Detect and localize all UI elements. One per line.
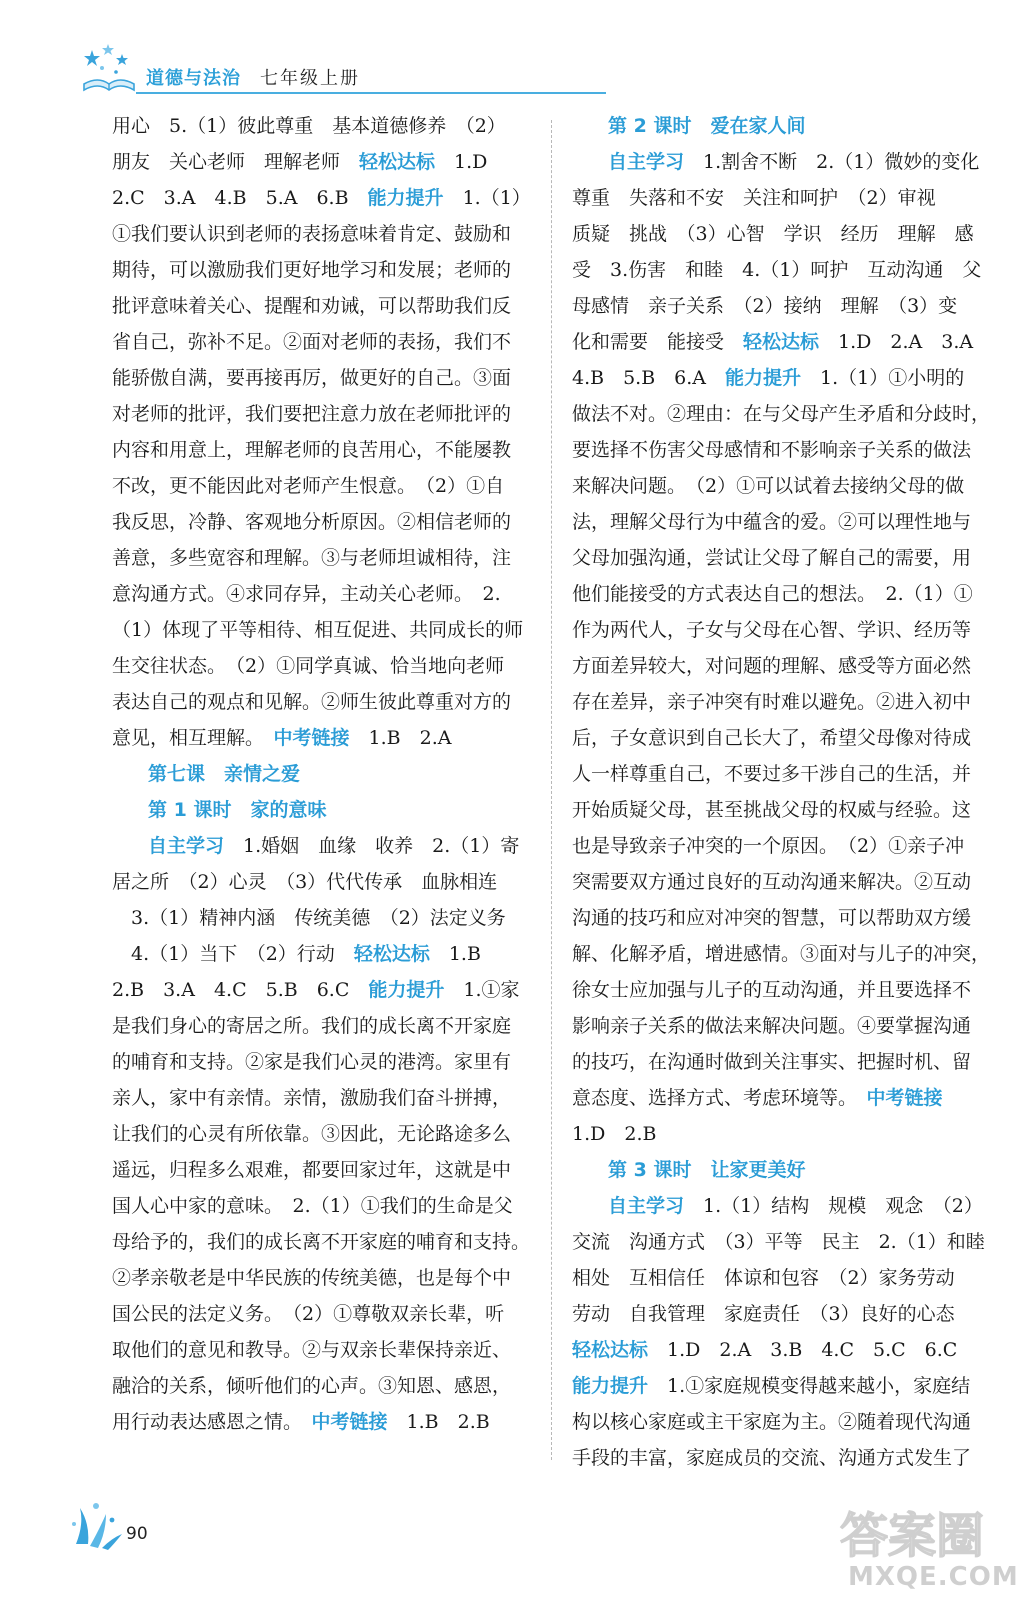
answer-text: 徐女士应加强与儿子的互动沟通，并且要选择不 <box>572 979 972 1001</box>
answer-line <box>112 1368 534 1404</box>
answer-text: 批评意味着关心、提醒和劝诫，可以帮助我们反 <box>112 295 512 317</box>
answer-line <box>112 108 534 144</box>
answer-line <box>572 1188 992 1224</box>
answer-text: 意见，相互理解。 <box>112 727 274 749</box>
answer-line <box>572 1080 992 1116</box>
answer-line <box>112 684 534 720</box>
answer-line <box>572 1224 992 1260</box>
answer-text: 融洽的关系，倾听他们的心声。③知恩、感恩， <box>112 1375 512 1397</box>
answer-line <box>112 648 534 684</box>
section-keyword: 轻松达标 <box>572 1339 649 1361</box>
answer-text: 影响亲子关系的做法来解决问题。④要掌握沟通 <box>572 1015 972 1037</box>
answer-text: 亲人，家中有亲情。亲情，激励我们奋斗拼搏， <box>112 1087 512 1109</box>
answer-text: 也是导致亲子冲突的一个原因。 （2）①亲子冲 <box>572 835 965 857</box>
answer-text: 人一样尊重自己，不要过多干涉自己的生活，并 <box>572 763 972 785</box>
answer-line <box>572 1368 992 1404</box>
answer-text: 手段的丰富，家庭成员的交流、沟通方式发生了 <box>572 1447 972 1469</box>
answer-text: （1）体现了平等相待、相互促进、共同成长的师 <box>112 619 524 641</box>
answer-line <box>112 216 534 252</box>
answer-text: 让我们的心灵有所依靠。③因此，无论路途多么 <box>112 1123 512 1145</box>
answer-line <box>112 504 534 540</box>
answer-text: 用行动表达感恩之情。 <box>112 1411 312 1433</box>
answer-text: 化和需要 能接受 <box>572 331 744 353</box>
answer-line <box>572 792 992 828</box>
answer-text: 善意，多些宽容和理解。③与老师坦诚相待，注 <box>112 547 512 569</box>
answer-text: 省自己，弥补不足。②面对老师的表扬，我们不 <box>112 331 512 353</box>
answer-text: 突需要双方通过良好的互动沟通来解决。②互动 <box>572 871 972 893</box>
answer-line <box>112 468 534 504</box>
answer-text: 劳动 自我管理 家庭责任 （3）良好的心态 <box>572 1303 955 1325</box>
answer-line <box>572 612 992 648</box>
answer-line <box>112 828 534 864</box>
answer-line <box>112 900 534 936</box>
section-keyword: 第 3 课时 让家更美好 <box>608 1159 806 1181</box>
answer-text: 构以核心家庭或主干家庭为主。②随着现代沟通 <box>572 1411 972 1433</box>
answer-text: 用心 5.（1）彼此尊重 基本道德修养 （2） <box>112 115 506 137</box>
answer-text: 1.B 2.B <box>387 1411 490 1433</box>
answer-text: 4.B 5.B 6.A <box>572 367 726 389</box>
answer-text: 做法不对。②理由：在与父母产生矛盾和分歧时， <box>572 403 991 425</box>
answer-text: 法，理解父母行为中蕴含的爱。②可以理性地与 <box>572 511 972 533</box>
answer-line <box>112 396 534 432</box>
answer-line <box>112 1404 534 1440</box>
answer-text: 的哺育和支持。②家是我们心灵的港湾。家里有 <box>112 1051 512 1073</box>
answer-line <box>572 1008 992 1044</box>
answer-line <box>112 360 534 396</box>
section-keyword: 第七课 亲情之爱 <box>148 763 301 785</box>
answer-line <box>112 180 534 216</box>
answer-text: 生交往状态。 （2）①同学真诚、恰当地向老师 <box>112 655 505 677</box>
answer-line <box>572 324 992 360</box>
left-answer-column <box>112 108 534 1440</box>
answer-line <box>112 1044 534 1080</box>
answer-line <box>112 792 534 828</box>
grade-label: 七年级上册 <box>260 68 360 89</box>
answer-line <box>112 324 534 360</box>
section-keyword: 能力提升 <box>368 979 445 1001</box>
answer-text: 4.（1）当下 （2）行动 <box>112 943 354 965</box>
answer-text: 相处 互相信任 体谅和包容 （2）家务劳动 <box>572 1267 955 1289</box>
answer-line <box>572 756 992 792</box>
answer-text: 存在差异，亲子冲突有时难以避免。②进入初中 <box>572 691 972 713</box>
answer-line <box>572 432 992 468</box>
answer-text: 内容和用意上，理解老师的良苦用心，不能屡教 <box>112 439 512 461</box>
section-keyword: 第 1 课时 家的意味 <box>148 799 327 821</box>
answer-line <box>112 1224 534 1260</box>
answer-line <box>112 1188 534 1224</box>
answer-text: 国人心中家的意味。 2.（1）①我们的生命是父 <box>112 1195 513 1217</box>
answer-text: 国公民的法定义务。 （2）①尊敬双亲长辈，听 <box>112 1303 505 1325</box>
answer-text: ①我们要认识到老师的表扬意味着肯定、鼓励和 <box>112 223 512 245</box>
answer-line <box>572 1116 992 1152</box>
answer-text: 1.B <box>429 943 481 965</box>
column-divider <box>551 120 552 1460</box>
answer-line <box>112 288 534 324</box>
answer-line <box>572 648 992 684</box>
answer-text: 居之所 （2）心灵 （3）代代传承 血脉相连 <box>112 871 498 893</box>
answer-text: 表达自己的观点和见解。②师生彼此尊重对方的 <box>112 691 512 713</box>
section-keyword: 自主学习 <box>608 1195 685 1217</box>
answer-line <box>112 864 534 900</box>
answer-text: 1.（1）①小明的 <box>801 367 965 389</box>
answer-line <box>572 900 992 936</box>
section-keyword: 中考链接 <box>311 1411 388 1433</box>
answer-line <box>112 612 534 648</box>
answer-line <box>112 576 534 612</box>
answer-line <box>112 144 534 180</box>
answer-text: 1.D 2.B <box>572 1123 657 1145</box>
answer-text: 1.D <box>435 151 488 173</box>
answer-text: 开始质疑父母，甚至挑战父母的权威与经验。这 <box>572 799 972 821</box>
answer-text: 1.割舍不断 2.（1）微妙的变化 <box>684 151 980 173</box>
answer-line <box>112 1152 534 1188</box>
answer-text: 1.（1）结构 规模 观念 （2） <box>684 1195 983 1217</box>
answer-line <box>572 252 992 288</box>
answer-text: 取他们的意见和教导。②与双亲长辈保持亲近、 <box>112 1339 512 1361</box>
answer-line <box>572 720 992 756</box>
answer-text: 意沟通方式。④求同存异，主动关心老师。 2. <box>112 583 501 605</box>
answer-text: 3.（1）精神内涵 传统美德 （2）法定义务 <box>112 907 506 929</box>
answer-text: 父母加强沟通，尝试让父母了解自己的需要，用 <box>572 547 972 569</box>
answer-line <box>572 180 992 216</box>
answer-line <box>572 576 992 612</box>
section-keyword: 轻松达标 <box>743 331 820 353</box>
answer-text: 期待，可以激励我们更好地学习和发展；老师的 <box>112 259 512 281</box>
answer-line <box>572 1296 992 1332</box>
answer-line <box>112 936 534 972</box>
answer-line <box>112 720 534 756</box>
answer-text: 母给予的，我们的成长离不开家庭的哺育和支持。 <box>112 1231 531 1253</box>
section-keyword: 轻松达标 <box>353 943 430 965</box>
section-keyword: 中考链接 <box>866 1087 943 1109</box>
answer-line <box>112 1332 534 1368</box>
answer-text: 是我们身心的寄居之所。我们的成长离不开家庭 <box>112 1015 512 1037</box>
answer-text: 后，子女意识到自己长大了，希望父母像对待成 <box>572 727 972 749</box>
section-keyword: 能力提升 <box>367 187 444 209</box>
answer-line <box>572 108 992 144</box>
answer-line <box>112 972 534 1008</box>
answer-text: 1.D 2.A 3.B 4.C 5.C 6.C <box>648 1339 958 1361</box>
answer-text: 朋友 关心老师 理解老师 <box>112 151 360 173</box>
answer-text: 1.①家 <box>444 979 520 1001</box>
answer-line <box>572 1404 992 1440</box>
answer-line <box>572 936 992 972</box>
answer-text: 方面差异较大，对问题的理解、感受等方面必然 <box>572 655 972 677</box>
answer-text: 要选择不伤害父母感情和不影响亲子关系的做法 <box>572 439 972 461</box>
answer-line <box>572 504 992 540</box>
watermark-site: MXQE.COM <box>848 1562 1019 1592</box>
answer-text: 1.①家庭规模变得越来越小，家庭结 <box>648 1375 971 1397</box>
section-keyword: 轻松达标 <box>359 151 436 173</box>
answer-text: 对老师的批评，我们要把注意力放在老师批评的 <box>112 403 512 425</box>
answer-text: 能骄傲自满，要再接再厉，做更好的自己。③面 <box>112 367 512 389</box>
answer-text: 我反思，冷静、客观地分析原因。②相信老师的 <box>112 511 512 533</box>
answer-line <box>572 288 992 324</box>
answer-text: 解、化解矛盾，增进感情。③面对与儿子的冲突， <box>572 943 991 965</box>
section-keyword: 中考链接 <box>273 727 350 749</box>
answer-line <box>572 540 992 576</box>
splash-decoration-icon <box>66 1494 130 1554</box>
answer-line <box>112 540 534 576</box>
answer-line <box>572 1440 992 1476</box>
answer-text: 1.婚姻 血缘 收养 2.（1）寄 <box>224 835 520 857</box>
answer-line <box>112 1080 534 1116</box>
answer-text: 2.B 3.A 4.C 5.B 6.C <box>112 979 369 1001</box>
section-keyword: 能力提升 <box>572 1375 649 1397</box>
answer-line <box>112 1008 534 1044</box>
page-header <box>78 36 548 100</box>
answer-line <box>112 756 534 792</box>
answer-text: 不改，更不能因此对老师产生恨意。 （2）①自 <box>112 475 505 497</box>
answer-line <box>572 972 992 1008</box>
answer-line <box>572 216 992 252</box>
answer-line <box>112 1116 534 1152</box>
answer-line <box>572 828 992 864</box>
answer-text: 作为两代人，子女与父母在心智、学识、经历等 <box>572 619 972 641</box>
answer-line <box>572 396 992 432</box>
section-keyword: 第 2 课时 爱在家人间 <box>608 115 806 137</box>
answer-text: 他们能接受的方式表达自己的想法。 2.（1）① <box>572 583 973 605</box>
answer-line <box>112 1296 534 1332</box>
answer-line <box>572 1332 992 1368</box>
book-title: 道德与法治 <box>146 68 241 89</box>
answer-line <box>572 360 992 396</box>
answer-text: 1.D 2.A 3.A <box>819 331 974 353</box>
answer-line <box>572 144 992 180</box>
answer-text: 受 3.伤害 和睦 4.（1）呵护 互动沟通 父 <box>572 259 982 281</box>
answer-line <box>572 1152 992 1188</box>
answer-text: 来解决问题。 （2）①可以试着去接纳父母的做 <box>572 475 965 497</box>
section-keyword: 自主学习 <box>148 835 225 857</box>
answer-line <box>572 468 992 504</box>
answer-text: 沟通的技巧和应对冲突的智慧，可以帮助双方缓 <box>572 907 972 929</box>
answer-text: 1.B 2.A <box>349 727 452 749</box>
section-keyword: 自主学习 <box>608 151 685 173</box>
answer-line <box>112 1260 534 1296</box>
answer-text: 的技巧，在沟通时做到关注事实、把握时机、留 <box>572 1051 972 1073</box>
section-keyword: 能力提升 <box>725 367 802 389</box>
answer-text: 意态度、选择方式、考虑环境等。 <box>572 1087 867 1109</box>
answer-text: 母感情 亲子关系 （2）接纳 理解 （3）变 <box>572 295 958 317</box>
answer-text: 1.（1） <box>443 187 531 209</box>
answer-text: ②孝亲敬老是中华民族的传统美德，也是每个中 <box>112 1267 512 1289</box>
header-rule <box>136 92 606 94</box>
answer-text: 尊重 失落和不安 关注和呵护 （2）审视 <box>572 187 936 209</box>
answer-line <box>572 684 992 720</box>
answer-line <box>572 864 992 900</box>
answer-text: 遥远，归程多么艰难，都要回家过年，这就是中 <box>112 1159 512 1181</box>
watermark-text: 答案圈 <box>840 1508 985 1564</box>
answer-text: 交流 沟通方式 （3）平等 民主 2.（1）和睦 <box>572 1231 985 1253</box>
answer-line <box>112 252 534 288</box>
answer-line <box>572 1044 992 1080</box>
right-answer-column <box>572 108 992 1476</box>
open-book-stars-logo-icon <box>78 40 140 96</box>
answer-text: 2.C 3.A 4.B 5.A 6.B <box>112 187 368 209</box>
answer-text: 质疑 挑战 （3）心智 学识 经历 理解 感 <box>572 223 974 245</box>
page-number: 90 <box>126 1524 148 1544</box>
answer-line <box>572 1260 992 1296</box>
answer-line <box>112 432 534 468</box>
